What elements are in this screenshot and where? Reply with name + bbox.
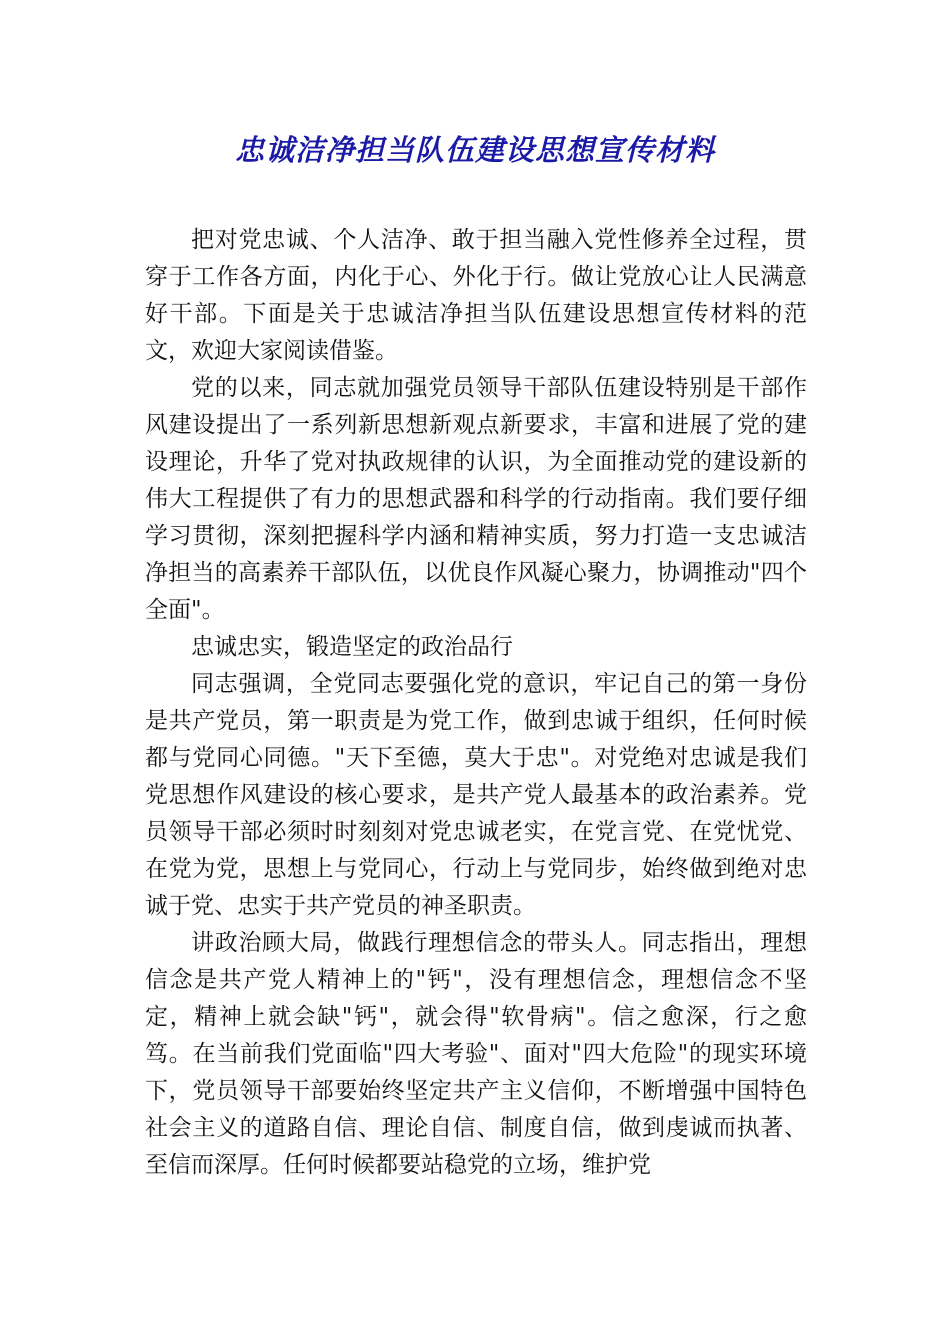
document-body [145, 222, 807, 1184]
paragraph-politics: 讲政治顾大局，做践行理想信念的带头人。同志指出，理想信念是共产党人精神上的"钙"，没有理想信念，理想信念不坚定，精神上就会缺"钙"，就会得"软骨病"。信之愈深，行之愈笃。在当前我们党面临"四大考验"、面对"四大危险"的现实环境下，党员领导干部要始终坚定共产主义信仰，不断增强中国特色社会主义的道路自信、理论自信、制度自信，做到虔诚而执著、至信而深厚。任何时候都要站稳党的立场，维护党 [145, 930, 807, 1178]
paragraph-intro: 把对党忠诚、个人洁净、敢于担当融入党性修养全过程，贯穿于工作各方面，内化于心、外化于行。做让党放心让人民满意好干部。下面是关于忠诚洁净担当队伍建设思想宣传材料的范文，欢迎大家阅读借鉴。 [145, 227, 807, 364]
paragraph-background: 党的以来，同志就加强党员领导干部队伍建设特别是干部作风建设提出了一系列新思想新观点新要求，丰富和进展了党的建设理论，升华了党对执政规律的认识，为全面推动党的建设新的伟大工程提供了有力的思想武器和科学的行动指南。我们要仔细学习贯彻，深刻把握科学内涵和精神实质，努力打造一支忠诚洁净担当的高素养干部队伍，以优良作风凝心聚力，协调推动"四个全面"。 [145, 375, 807, 623]
paragraph-loyalty: 同志强调，全党同志要强化党的意识，牢记自己的第一身份是共产党员，第一职责是为党工作，做到忠诚于组织，任何时候都与党同心同德。"天下至德，莫大于忠"。对党绝对忠诚是我们党思想作风建设的核心要求，是共产党人最基本的政治素养。党员领导干部必须时时刻刻对党忠诚老实，在党言党、在党忧党、在党为党，思想上与党同心，行动上与党同步，始终做到绝对忠诚于党、忠实于共产党员的神圣职责。 [145, 671, 807, 919]
section-heading-loyalty: 忠诚忠实，锻造坚定的政治品行 [191, 634, 513, 660]
document-title: 忠诚洁净担当队伍建设思想宣传材料 [234, 133, 715, 167]
